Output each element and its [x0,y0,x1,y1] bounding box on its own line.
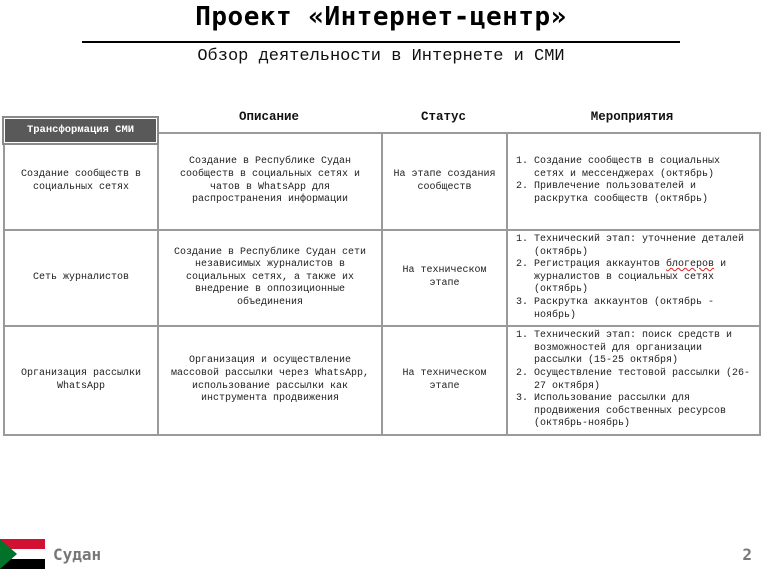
row-name: Организация рассылки WhatsApp [4,326,158,435]
row-description: Создание в Республике Судан сообществ в социальных сетях и чатов в WhatsApp для распространения информации [158,133,382,230]
row-description: Создание в Республике Судан сети независимых журналистов в социальных сетях, а также их внедрение в оппозиционные объединения [158,230,382,326]
misspelled-word: блогеров [666,259,715,271]
row-name: Создание сообществ в социальных сетях [4,133,158,230]
list-item: 3. Раскрутка аккаунтов (октябрь - ноябрь) [534,297,751,322]
list-item: 3. Использование рассылки для продвижения собственных ресурсов (октябрь-ноябрь) [534,393,751,431]
list-item: 2. Привлечение пользователей и раскрутка сообществ (октябрь) [534,181,751,206]
row-status: На техническом этапе [382,326,507,435]
row-name: Сеть журналистов [4,230,158,326]
table-row [4,133,760,230]
list-item: 1. Технический этап: уточнение деталей (октябрь) [534,234,751,259]
sudan-flag-icon [0,539,45,569]
list-item: 1. Создание сообществ в социальных сетях и мессенджерах (октябрь) [534,156,751,181]
page-title: Проект «Интернет-центр» [195,2,567,32]
activities-table [3,132,761,436]
section-tab: Трансформация СМИ [4,118,157,143]
events-list [512,330,751,431]
list-item-text: и журналистов в социальных сетях (октябрь) [534,259,727,296]
row-events [507,326,760,435]
page-subtitle: Обзор деятельности в Интернете и СМИ [197,47,565,66]
row-status: На техническом этапе [382,230,507,326]
header-events: Мероприятия [590,110,674,124]
header-status: Статус [420,110,466,124]
list-item [534,259,751,297]
events-list [512,234,751,322]
header-description: Описание [238,110,299,124]
footer-country: Судан [53,545,102,564]
row-events [507,133,760,230]
table-row [4,326,760,435]
title-underline [82,41,680,43]
list-item: 1. Технический этап: поиск средств и возможностей для организации рассылки (15-25 октября) [534,330,751,368]
list-item: 2. Осуществление тестовой рассылки (26-27 октября) [534,368,751,393]
events-list [512,156,751,206]
table-row [4,230,760,326]
row-description: Организация и осуществление массовой рассылки через WhatsApp, использование рассылки как инструмента продвижения [158,326,382,435]
row-status: На этапе создания сообществ [382,133,507,230]
row-events [507,230,760,326]
list-item-text: Регистрация аккаунтов [534,259,661,271]
page-number: 2 [742,545,752,564]
